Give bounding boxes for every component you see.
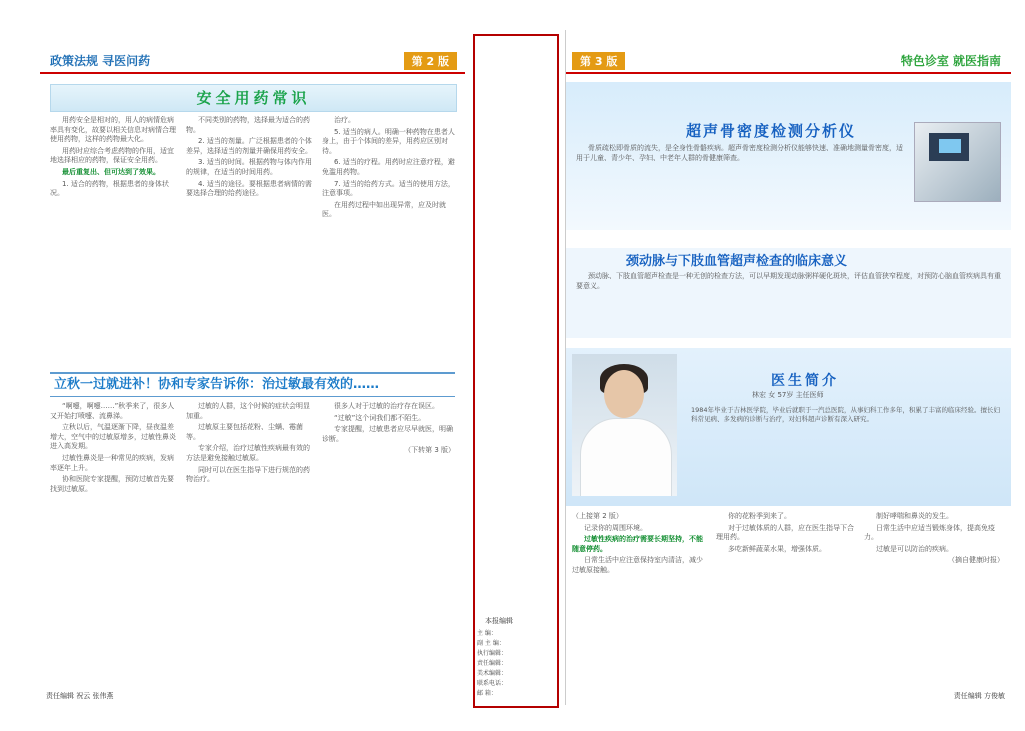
lower-col2 [716, 512, 854, 687]
editorial-row: 美术编辑： [477, 670, 508, 677]
continued-note: （下转第 3 版） [404, 446, 455, 455]
paragraph: 5. 适当的病人。明确一种药物在患者人身上，由于个体间的差异，用药应区别对待。 [322, 127, 455, 155]
article2-col3 [322, 402, 455, 682]
doctor-title: 医生简介 [771, 373, 839, 389]
doctor-photo [572, 354, 677, 496]
article1-banner [50, 84, 457, 112]
paragraph: 7. 适当的给药方式。适当的使用方法，注意事项。 [322, 179, 455, 198]
paragraph: 用药时应综合考虑药物的作用，适宜地选择相应的药物，保证安全用药。 [50, 146, 174, 165]
paragraph: 你的花粉季到来了。 [728, 512, 791, 520]
highlight-paragraph: 过敏性疾病的治疗需要长期坚持，不能随意停药。 [572, 535, 703, 553]
doctor-coat [580, 418, 672, 496]
continued-label: （上接第 2 版） [572, 512, 623, 520]
paragraph: 4. 适当的途径。要根据患者病情的需要选择合理的给药途径。 [186, 179, 312, 198]
paragraph: 同时可以在医生指导下进行规范的药物治疗。 [186, 465, 310, 484]
editorial-row: 主 编： [477, 630, 497, 637]
ultrasound-device-photo [914, 122, 1001, 202]
right-page-header [566, 50, 1011, 74]
paragraph: 专家提醒，过敏患者应尽早就医，明确诊断。 [322, 425, 453, 443]
source-note: （摘自健康时报） [948, 556, 1004, 565]
carotid-body [576, 272, 1001, 332]
paragraph: 多吃新鲜蔬菜水果，增强体质。 [728, 544, 826, 553]
left-footer: 责任编辑 祝云 张伟燕 [46, 692, 114, 700]
paragraph: 记录你的周围环境。 [584, 523, 647, 532]
carotid-section [566, 248, 1011, 338]
paragraph: 日常生活中应适当锻炼身体，提高免疫力。 [864, 523, 995, 542]
doctor-bio: 1984年毕业于吉林医学院，毕业后就职于一汽总医院，从事妇科工作多年，积累了丰富的临床经验。擅长妇科常见病、多发病的诊断与治疗，对妇科超声诊断有深入研究。 [691, 406, 1001, 423]
paragraph: “啊嚏，啊嚏……”秋季来了，很多人又开始打喷嚏、流鼻涕。 [50, 402, 175, 420]
ultrasound-section [566, 82, 1011, 230]
highlight-paragraph: 最后重复出、但可达到了效果。 [62, 167, 160, 176]
article2-col2 [186, 402, 314, 682]
paragraph: 骨质疏松即骨质的流失，是全身性骨骼疾病。超声骨密度检测分析仪能够快速、准确地测量骨密度，适用于儿童、青少年、孕妇、中老年人群的骨健康筛查。 [576, 144, 903, 162]
paragraph: 颈动脉、下肢血管超声检查是一种无创的检查方法，可以早期发现动脉粥样硬化斑块，评估血管狭窄程度，对预防心脑血管疾病具有重要意义。 [576, 272, 1001, 290]
editorial-row: 副 主 编： [477, 640, 505, 647]
paragraph: “过敏”这个词我们都不陌生。 [334, 413, 426, 422]
paragraph: 2. 适当的剂量。广泛根据患者的个体差异，选择适当的剂量并确保用药安全。 [186, 137, 312, 155]
paragraph: 过敏性鼻炎是一种常见的疾病，发病率逐年上升。 [50, 453, 174, 472]
editorial-row: 邮 箱： [477, 690, 497, 697]
paragraph: 专家介绍，治疗过敏性疾病最有效的方法是避免接触过敏原。 [186, 444, 310, 462]
device-display [939, 139, 961, 153]
ultrasound-body [576, 144, 906, 224]
paragraph: 不同类别的药物，选择最为适合的药物。 [186, 116, 310, 134]
paragraph: 很多人对于过敏的治疗存在误区。 [334, 402, 439, 410]
spine-frame [473, 34, 559, 708]
paragraph: 对于过敏体质的人群，应在医生指导下合理用药。 [716, 523, 854, 542]
paragraph: 在用药过程中如出现异常，应及时就医。 [322, 200, 446, 219]
article2-headline-bar [50, 372, 455, 397]
paragraph: 过敏原主要包括花粉、尘螨、霉菌等。 [186, 423, 303, 441]
paragraph: 日常生活中应注意保持室内清洁，减少过敏原接触。 [572, 556, 703, 574]
lower-col3 [864, 512, 1004, 687]
right-page [565, 30, 1011, 705]
left-page-header [40, 50, 465, 74]
carotid-title: 颈动脉与下肢血管超声检查的临床意义 [626, 254, 848, 269]
lower-col1 [572, 512, 707, 687]
doctor-name: 林宏 女 57岁 主任医师 [752, 391, 824, 399]
right-section-title: 特色诊室 就医指南 [900, 54, 1001, 68]
editorial-heading: 本报编辑 [485, 617, 513, 625]
paragraph: 用药安全是相对的，用人的病情危病率具有变化，故要以相关信息对病情合理使用药物，这样的药物最大化。 [50, 116, 176, 144]
paragraph: 制好哮喘和鼻炎的发生。 [876, 512, 953, 520]
article1-col2 [186, 116, 314, 366]
editorial-row: 责任编辑： [477, 660, 508, 667]
paragraph: 3. 适当的时间。根据药物与体内作用的规律，在适当的时间用药。 [186, 158, 312, 176]
paragraph: 立秋以后，气温逐渐下降，昼夜温差增大，空气中的过敏原增多，过敏性鼻炎进入高发期。 [50, 423, 176, 451]
right-footer: 责任编辑 方俊敏 [953, 692, 1005, 700]
article1-col3 [322, 116, 455, 366]
right-page-number: 第 3 版 [572, 52, 625, 70]
paragraph: 协和医院专家提醒，预防过敏首先要找到过敏原。 [50, 475, 174, 493]
article1-title: 安全用药常识 [196, 89, 311, 107]
doctor-face [604, 370, 644, 418]
doctor-profile [566, 348, 1011, 506]
spine [465, 30, 565, 710]
paragraph: 6. 适当的疗程。用药时应注意疗程，避免滥用药物。 [322, 158, 455, 176]
left-section-title: 政策法规 寻医问药 [50, 54, 151, 68]
article2-col1 [50, 402, 178, 682]
paragraph: 过敏的人群，这个时候的症状会明显加重。 [186, 402, 310, 420]
paragraph: 1. 适合的药物，根据患者的身体状况。 [50, 179, 169, 198]
editorial-row: 联系电话： [477, 680, 508, 687]
left-page-number: 第 2 版 [404, 52, 457, 70]
editorial-row: 执行编辑： [477, 650, 508, 657]
paragraph: 过敏是可以防治的疾病。 [876, 544, 953, 553]
article2-headline: 立秋一过就进补！协和专家告诉你：治过敏最有效的…… [54, 377, 380, 392]
article1-col1 [50, 116, 178, 366]
paragraph: 治疗。 [334, 116, 355, 124]
ultrasound-title: 超声骨密度检测分析仪 [686, 122, 857, 140]
left-page [40, 30, 466, 705]
